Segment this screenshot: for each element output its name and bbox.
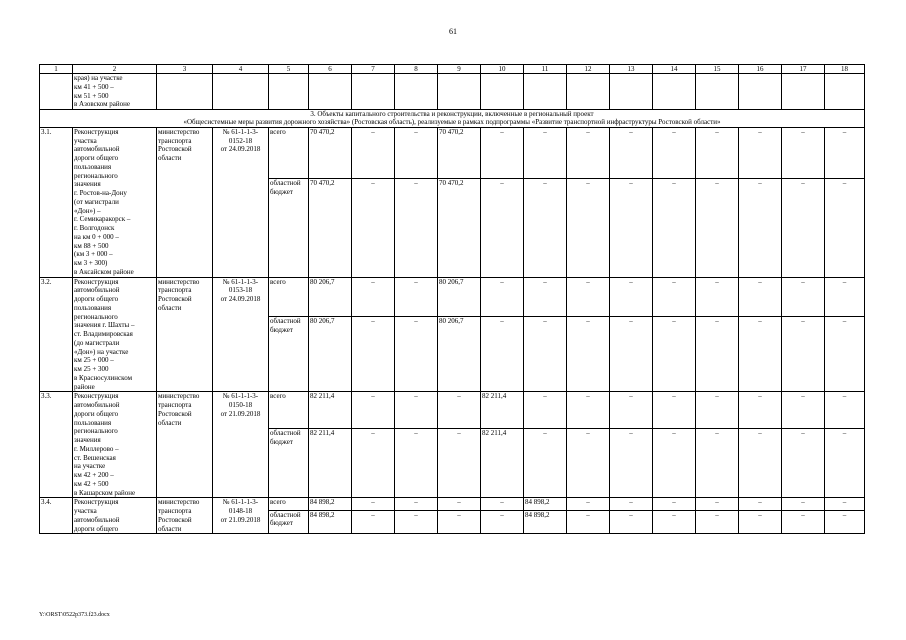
value-cell: – bbox=[825, 179, 865, 277]
value-cell: – bbox=[782, 428, 825, 497]
responsible-org-cell bbox=[157, 127, 213, 277]
object-name-line: км 42 + 500 bbox=[74, 479, 109, 488]
object-name-line: в Красносулинском bbox=[74, 373, 132, 382]
section-title-line-1: 3. Объекты капитального строительства и реконструкции, включенные в региональный проект bbox=[310, 110, 594, 118]
value-cell: 70 470,2 bbox=[309, 127, 352, 179]
value-cell: 70 470,2 bbox=[438, 179, 481, 277]
value-cell: 84 898,2 bbox=[309, 510, 352, 534]
value-cell: – bbox=[438, 392, 481, 429]
value-cell: – bbox=[481, 179, 524, 277]
document-cell bbox=[213, 392, 269, 498]
value-cell: – bbox=[739, 179, 782, 277]
object-name-line: пользования bbox=[74, 303, 112, 312]
value-cell: – bbox=[524, 179, 567, 277]
column-number-cell: 6 bbox=[309, 65, 352, 74]
empty-cell bbox=[269, 74, 309, 110]
column-number-cell: 8 bbox=[395, 65, 438, 74]
value-cell: – bbox=[524, 277, 567, 317]
object-name-line: автомобильной bbox=[74, 515, 120, 524]
section-title-line-2: «Общесистемные меры развития дорожного хозяйства» (Ростовская область), реализуемые в рамках подпрограммы «Развитие транспортной инфраструктуры Ростовской области» bbox=[183, 118, 721, 127]
empty-cell bbox=[653, 74, 696, 110]
value-cell: – bbox=[352, 498, 395, 510]
object-name-line: г. Семикаракорск – bbox=[74, 215, 131, 224]
funding-source-line: всего bbox=[270, 127, 286, 136]
value-cell: – bbox=[567, 277, 610, 317]
object-name-line: значения bbox=[74, 180, 101, 189]
column-number-cell: 1 bbox=[40, 65, 73, 74]
document-cell bbox=[213, 277, 269, 392]
funding-source-cell bbox=[269, 510, 309, 534]
responsible-org-line: Ростовской bbox=[158, 515, 192, 524]
empty-cell bbox=[567, 74, 610, 110]
responsible-org-cell bbox=[157, 392, 213, 498]
value-cell: – bbox=[352, 510, 395, 534]
value-cell: – bbox=[782, 179, 825, 277]
funding-source-cell bbox=[269, 179, 309, 277]
value-cell: – bbox=[610, 127, 653, 179]
responsible-org-line: области bbox=[158, 154, 182, 163]
document-line: № 61-1-1-3- bbox=[222, 127, 259, 136]
object-name-line: км 88 + 500 bbox=[74, 241, 109, 250]
object-name-line: в Кашарском районе bbox=[74, 488, 136, 497]
value-cell: – bbox=[653, 498, 696, 510]
object-name-line: г. Ростов-на-Дону bbox=[74, 189, 127, 198]
object-name-line: регионального bbox=[74, 427, 118, 436]
value-cell: – bbox=[610, 392, 653, 429]
value-cell: 82 211,4 bbox=[309, 392, 352, 429]
document-line: № 61-1-1-3- bbox=[222, 277, 259, 286]
funding-source-cell bbox=[269, 317, 309, 392]
object-name-line: км 51 + 500 bbox=[74, 91, 109, 100]
responsible-org-line: министерство bbox=[158, 127, 200, 136]
value-cell: – bbox=[782, 317, 825, 392]
empty-cell bbox=[825, 74, 865, 110]
object-row bbox=[40, 392, 865, 429]
funding-source-cell bbox=[269, 428, 309, 497]
responsible-org-line: Ростовской bbox=[158, 409, 192, 418]
value-cell: 82 211,4 bbox=[309, 428, 352, 497]
column-number-cell: 9 bbox=[438, 65, 481, 74]
value-cell: 80 206,7 bbox=[309, 317, 352, 392]
object-name-line: в Азовском районе bbox=[74, 100, 131, 109]
value-cell: – bbox=[825, 498, 865, 510]
value-cell: – bbox=[395, 510, 438, 534]
object-row bbox=[40, 277, 865, 317]
object-name-line: в Аксайском районе bbox=[74, 267, 134, 276]
value-cell: 82 211,4 bbox=[481, 428, 524, 497]
value-cell: – bbox=[352, 428, 395, 497]
value-cell: – bbox=[696, 179, 739, 277]
object-name-line: км 42 + 200 – bbox=[74, 471, 114, 480]
document-cell bbox=[213, 127, 269, 277]
value-cell: – bbox=[739, 498, 782, 510]
value-cell: 70 470,2 bbox=[309, 179, 352, 277]
value-cell: – bbox=[782, 277, 825, 317]
value-cell: – bbox=[567, 179, 610, 277]
value-cell: – bbox=[481, 127, 524, 179]
column-number-cell: 5 bbox=[269, 65, 309, 74]
column-number-cell: 16 bbox=[739, 65, 782, 74]
empty-cell bbox=[309, 74, 352, 110]
value-cell: – bbox=[739, 277, 782, 317]
value-cell: – bbox=[395, 392, 438, 429]
value-cell: – bbox=[825, 510, 865, 534]
value-cell: – bbox=[524, 317, 567, 392]
responsible-org-line: области bbox=[158, 524, 182, 533]
object-name-line: участка bbox=[74, 136, 97, 145]
empty-cell bbox=[40, 74, 73, 110]
value-cell: – bbox=[481, 317, 524, 392]
value-cell: – bbox=[696, 277, 739, 317]
value-cell: – bbox=[610, 317, 653, 392]
value-cell: – bbox=[696, 127, 739, 179]
document-line: № 61-1-1-3- bbox=[222, 498, 259, 507]
object-name-line: км 25 + 300 bbox=[74, 365, 109, 374]
value-cell: – bbox=[825, 392, 865, 429]
object-name-line: пользования bbox=[74, 162, 112, 171]
object-number-cell: 3.3. bbox=[40, 392, 73, 498]
value-cell: – bbox=[739, 317, 782, 392]
value-cell: – bbox=[825, 317, 865, 392]
value-cell: 80 206,7 bbox=[438, 317, 481, 392]
object-number-cell: 3.1. bbox=[40, 127, 73, 277]
object-name-line: регионального bbox=[74, 171, 118, 180]
section-header-row bbox=[40, 110, 865, 128]
funding-source-line: областной bbox=[270, 428, 301, 437]
value-cell: – bbox=[567, 510, 610, 534]
value-cell: – bbox=[481, 510, 524, 534]
value-cell: 84 898,2 bbox=[524, 498, 567, 510]
value-cell: – bbox=[825, 277, 865, 317]
value-cell: – bbox=[395, 498, 438, 510]
value-cell: – bbox=[782, 127, 825, 179]
value-cell: – bbox=[782, 392, 825, 429]
value-cell: – bbox=[610, 277, 653, 317]
value-cell: – bbox=[524, 392, 567, 429]
responsible-org-line: министерство bbox=[158, 392, 200, 401]
value-cell: – bbox=[567, 498, 610, 510]
value-cell: – bbox=[653, 179, 696, 277]
value-cell: – bbox=[739, 127, 782, 179]
object-name-line: Реконструкция bbox=[74, 127, 119, 136]
object-name-line: дороги общего bbox=[74, 409, 119, 418]
value-cell: – bbox=[782, 498, 825, 510]
value-cell: 80 206,7 bbox=[438, 277, 481, 317]
object-name-line: «Дон») на участке bbox=[74, 347, 129, 356]
object-name-line: (до магистрали bbox=[74, 338, 120, 347]
empty-cell bbox=[610, 74, 653, 110]
object-name-line: автомобильной bbox=[74, 401, 120, 410]
column-number-cell: 18 bbox=[825, 65, 865, 74]
value-cell: – bbox=[567, 392, 610, 429]
object-name-line: значения г. Шахты – bbox=[74, 321, 135, 330]
responsible-org-line: министерство bbox=[158, 277, 200, 286]
object-name-line: дороги общего bbox=[74, 524, 119, 533]
object-name-cell bbox=[73, 277, 157, 392]
responsible-org-line: Ростовской bbox=[158, 295, 192, 304]
funding-source-cell bbox=[269, 392, 309, 429]
object-name-line: районе bbox=[74, 382, 95, 391]
empty-cell bbox=[739, 74, 782, 110]
document-cell bbox=[213, 498, 269, 534]
funding-source-cell bbox=[269, 498, 309, 510]
object-name-line: на участке bbox=[74, 462, 106, 471]
object-name-cell bbox=[73, 392, 157, 498]
object-name-line: дороги общего bbox=[74, 154, 119, 163]
value-cell: – bbox=[352, 277, 395, 317]
continuation-row bbox=[40, 74, 865, 110]
responsible-org-line: области bbox=[158, 303, 182, 312]
value-cell: – bbox=[352, 317, 395, 392]
budget-table bbox=[39, 64, 865, 534]
value-cell: – bbox=[696, 317, 739, 392]
document-line: от 21.09.2018 bbox=[220, 515, 261, 524]
responsible-org-line: транспорта bbox=[158, 401, 192, 410]
funding-source-line: всего bbox=[270, 392, 286, 401]
object-name-line: края) на участке bbox=[74, 74, 123, 82]
object-name-line: автомобильной bbox=[74, 145, 120, 154]
object-row bbox=[40, 498, 865, 510]
value-cell: – bbox=[653, 428, 696, 497]
funding-source-line: бюджет bbox=[270, 437, 293, 446]
value-cell: – bbox=[782, 510, 825, 534]
value-cell: – bbox=[438, 428, 481, 497]
value-cell: – bbox=[825, 127, 865, 179]
value-cell: – bbox=[653, 392, 696, 429]
funding-source-line: областной bbox=[270, 317, 301, 326]
object-row bbox=[40, 127, 865, 179]
responsible-org-line: транспорта bbox=[158, 136, 192, 145]
empty-cell bbox=[696, 74, 739, 110]
responsible-org-line: министерство bbox=[158, 498, 200, 507]
object-number-cell: 3.2. bbox=[40, 277, 73, 392]
object-name-line: км 41 + 500 – bbox=[74, 82, 114, 91]
column-number-cell: 14 bbox=[653, 65, 696, 74]
responsible-org-line: транспорта bbox=[158, 507, 192, 516]
value-cell: – bbox=[610, 428, 653, 497]
object-number-cell: 3.4. bbox=[40, 498, 73, 534]
value-cell: – bbox=[653, 277, 696, 317]
column-number-cell: 15 bbox=[696, 65, 739, 74]
column-number-cell: 12 bbox=[567, 65, 610, 74]
funding-source-line: областной bbox=[270, 510, 301, 519]
object-name-line: км 3 + 300) bbox=[74, 259, 108, 268]
document-line: № 61-1-1-3- bbox=[222, 392, 259, 401]
empty-cell bbox=[157, 74, 213, 110]
document-line: 0150-18 bbox=[228, 401, 253, 410]
column-number-cell: 17 bbox=[782, 65, 825, 74]
object-name-line: участка bbox=[74, 507, 97, 516]
value-cell: – bbox=[567, 127, 610, 179]
object-name-line: Реконструкция bbox=[74, 277, 119, 286]
funding-source-line: всего bbox=[270, 277, 286, 286]
value-cell: – bbox=[524, 428, 567, 497]
value-cell: – bbox=[696, 392, 739, 429]
column-number-cell: 4 bbox=[213, 65, 269, 74]
empty-cell bbox=[395, 74, 438, 110]
funding-source-line: областной bbox=[270, 179, 301, 188]
object-name-line: г. Миллерово – bbox=[74, 444, 119, 453]
object-name-line: г. Волгодонск bbox=[74, 224, 115, 233]
document-line: 0152-18 bbox=[228, 136, 253, 145]
funding-source-line: всего bbox=[270, 498, 286, 507]
value-cell: – bbox=[524, 127, 567, 179]
column-number-cell: 10 bbox=[481, 65, 524, 74]
responsible-org-cell bbox=[157, 498, 213, 534]
value-cell: – bbox=[739, 392, 782, 429]
object-name-cell bbox=[73, 127, 157, 277]
object-name-line: регионального bbox=[74, 312, 118, 321]
object-name-line: км 25 + 000 – bbox=[74, 356, 114, 365]
value-cell: – bbox=[696, 510, 739, 534]
value-cell: – bbox=[395, 127, 438, 179]
object-name-line: «Дон») – bbox=[74, 206, 101, 215]
object-name-line: Реконструкция bbox=[74, 498, 119, 507]
value-cell: – bbox=[352, 127, 395, 179]
responsible-org-line: транспорта bbox=[158, 286, 192, 295]
value-cell: – bbox=[481, 277, 524, 317]
value-cell: – bbox=[610, 510, 653, 534]
responsible-org-line: Ростовской bbox=[158, 145, 192, 154]
value-cell: 84 898,2 bbox=[309, 498, 352, 510]
funding-source-line: бюджет bbox=[270, 519, 293, 528]
value-cell: – bbox=[567, 317, 610, 392]
document-line: от 24.09.2018 bbox=[220, 295, 261, 304]
object-name-line: (км 3 + 000 – bbox=[74, 250, 113, 259]
object-name-line: автомобильной bbox=[74, 286, 120, 295]
column-number-cell: 2 bbox=[73, 65, 157, 74]
object-name-line: дороги общего bbox=[74, 295, 119, 304]
empty-cell bbox=[438, 74, 481, 110]
object-name-line: Реконструкция bbox=[74, 392, 119, 401]
empty-cell bbox=[213, 74, 269, 110]
value-cell: 82 211,4 bbox=[481, 392, 524, 429]
document-line: от 21.09.2018 bbox=[220, 409, 261, 418]
value-cell: – bbox=[610, 179, 653, 277]
value-cell: – bbox=[395, 179, 438, 277]
value-cell: – bbox=[739, 428, 782, 497]
responsible-org-cell bbox=[157, 277, 213, 392]
document-line: 0153-18 bbox=[228, 286, 253, 295]
funding-source-line: бюджет bbox=[270, 188, 293, 197]
value-cell: – bbox=[653, 127, 696, 179]
value-cell: – bbox=[352, 179, 395, 277]
value-cell: – bbox=[395, 428, 438, 497]
document-line: от 24.09.2018 bbox=[220, 145, 261, 154]
value-cell: 70 470,2 bbox=[438, 127, 481, 179]
object-name-line: ст. Вешенская bbox=[74, 453, 116, 462]
object-name-line: значения bbox=[74, 436, 101, 445]
page-number: 61 bbox=[449, 27, 457, 36]
value-cell: – bbox=[825, 428, 865, 497]
column-number-cell: 13 bbox=[610, 65, 653, 74]
funding-source-cell bbox=[269, 277, 309, 317]
funding-source-cell bbox=[269, 127, 309, 179]
funding-source-line: бюджет bbox=[270, 325, 293, 334]
document-line: 0148-18 bbox=[228, 507, 253, 516]
value-cell: – bbox=[395, 277, 438, 317]
value-cell: – bbox=[653, 317, 696, 392]
object-name-line: ст. Владимировская bbox=[74, 330, 133, 339]
file-path-footer: Y:\ORST\0522p373.f23.docx bbox=[39, 612, 110, 618]
object-name-line: пользования bbox=[74, 418, 112, 427]
value-cell: – bbox=[438, 498, 481, 510]
empty-cell bbox=[524, 74, 567, 110]
value-cell: – bbox=[696, 428, 739, 497]
value-cell: – bbox=[395, 317, 438, 392]
empty-cell bbox=[481, 74, 524, 110]
value-cell: – bbox=[696, 498, 739, 510]
table-body bbox=[40, 65, 865, 534]
column-number-cell: 3 bbox=[157, 65, 213, 74]
column-number-row bbox=[40, 65, 865, 74]
object-name-line: (от магистрали bbox=[74, 197, 119, 206]
value-cell: – bbox=[352, 392, 395, 429]
empty-cell bbox=[352, 74, 395, 110]
value-cell: – bbox=[438, 510, 481, 534]
value-cell: 80 206,7 bbox=[309, 277, 352, 317]
responsible-org-line: области bbox=[158, 418, 182, 427]
value-cell: – bbox=[610, 498, 653, 510]
object-name-cell bbox=[73, 498, 157, 534]
empty-cell bbox=[782, 74, 825, 110]
object-name-cell bbox=[73, 74, 157, 110]
value-cell: 84 898,2 bbox=[524, 510, 567, 534]
value-cell: – bbox=[481, 498, 524, 510]
value-cell: – bbox=[653, 510, 696, 534]
column-number-cell: 11 bbox=[524, 65, 567, 74]
value-cell: – bbox=[567, 428, 610, 497]
column-number-cell: 7 bbox=[352, 65, 395, 74]
value-cell: – bbox=[739, 510, 782, 534]
object-name-line: на км 0 + 000 – bbox=[74, 232, 119, 241]
section-title bbox=[40, 110, 865, 128]
